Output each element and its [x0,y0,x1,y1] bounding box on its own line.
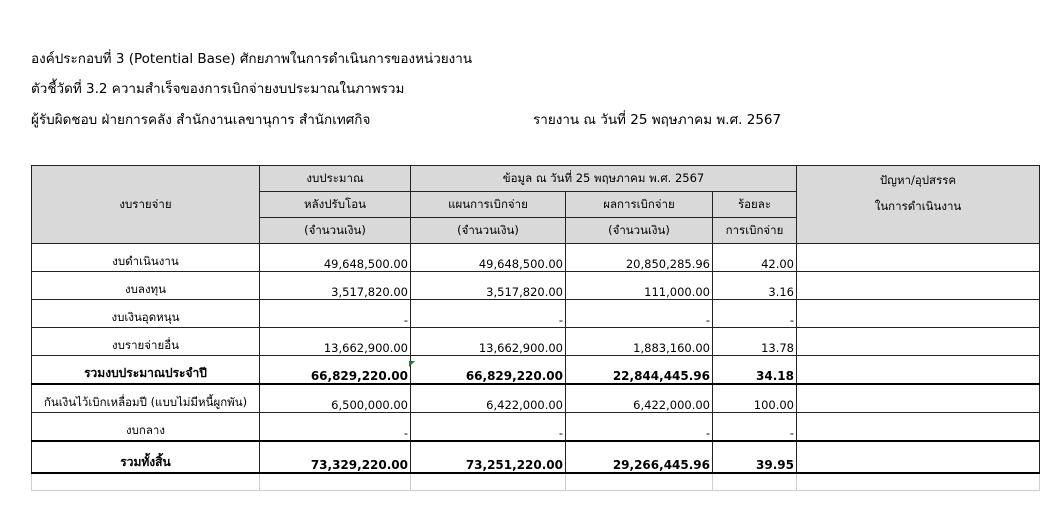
row-budget: 3,517,820.00 [260,272,411,300]
row-problem [797,384,1040,413]
table-row [32,244,1040,272]
row-percent: - [713,413,797,442]
row-plan: 6,422,000.00 [411,384,566,413]
row-item: งบรายจ่ายอื่น [32,328,260,356]
row-actual: 22,844,445.96 [566,356,713,385]
header-percent-line2: การเบิกจ่าย [713,218,797,244]
row-percent: 13.78 [713,328,797,356]
row-actual: - [566,413,713,442]
row-percent: 42.00 [713,244,797,272]
header-plan-line2: (จำนวนเงิน) [411,218,566,244]
table-row [32,272,1040,300]
report-date: รายงาน ณ วันที่ 25 พฤษภาคม พ.ศ. 2567 [533,112,782,128]
row-plan: 13,662,900.00 [411,328,566,356]
table-row [32,384,1040,413]
header-item: งบรายจ่าย [32,166,260,244]
row-budget: 49,648,500.00 [260,244,411,272]
row-problem [797,328,1040,356]
table-row [32,413,1040,442]
row-actual: 20,850,285.96 [566,244,713,272]
header-budget-line1: งบประมาณ [260,166,411,192]
row-problem [797,441,1040,473]
row-actual: 1,883,160.00 [566,328,713,356]
table-row [32,300,1040,328]
header-actual-line2: (จำนวนเงิน) [566,218,713,244]
row-budget: 13,662,900.00 [260,328,411,356]
row-percent: 3.16 [713,272,797,300]
row-item: กันเงินไว้เบิกเหลื่อมปี (แบบไม่มีหนี้ผูกพัน) [32,384,260,413]
row-plan: 66,829,220.00 [411,356,566,385]
row-budget: - [260,413,411,442]
empty-grid-row [32,473,1040,491]
header-percent-line1: ร้อยละ [713,192,797,218]
table-row [32,328,1040,356]
row-plan: - [411,300,566,328]
cell-error-indicator-icon [409,361,415,367]
header-problem-line2: ในการดำเนินงาน [874,198,962,213]
row-item: งบกลาง [32,413,260,442]
row-plan: 3,517,820.00 [411,272,566,300]
row-item: งบเงินอุดหนุน [32,300,260,328]
row-plan: - [411,413,566,442]
row-percent: 39.95 [713,441,797,473]
header-plan-line1: แผนการเบิกจ่าย [411,192,566,218]
indicator-component-title: องค์ประกอบที่ 3 (Potential Base) ศักยภาพในการดำเนินการของหน่วยงาน [31,51,473,67]
header-actual-line1: ผลการเบิกจ่าย [566,192,713,218]
header-data-as-of: ข้อมูล ณ วันที่ 25 พฤษภาคม พ.ศ. 2567 [411,166,797,192]
row-problem [797,356,1040,385]
header-problem-line1: ปัญหา/อุปสรรค [879,172,957,187]
table-header-row [32,166,1040,192]
header-problem [797,166,1040,244]
row-actual: 29,266,445.96 [566,441,713,473]
row-actual: - [566,300,713,328]
row-actual: 111,000.00 [566,272,713,300]
row-problem [797,300,1040,328]
budget-disbursement-table [31,165,1040,491]
row-budget: 66,829,220.00 [260,356,411,385]
row-actual: 6,422,000.00 [566,384,713,413]
row-plan: 49,648,500.00 [411,244,566,272]
row-percent: - [713,300,797,328]
row-budget: 73,329,220.00 [260,441,411,473]
row-problem [797,272,1040,300]
row-percent: 34.18 [713,356,797,385]
row-problem [797,413,1040,442]
header-budget-line3: (จำนวนเงิน) [260,218,411,244]
row-problem [797,244,1040,272]
row-item: งบดำเนินงาน [32,244,260,272]
header-budget-line2: หลังปรับโอน [260,192,411,218]
responsible-unit: ผู้รับผิดชอบ ฝ่ายการคลัง สำนักงานเลขานุการ สำนักเทศกิจ [31,112,371,128]
row-plan: 73,251,220.00 [411,441,566,473]
indicator-title: ตัวชี้วัดที่ 3.2 ความสำเร็จของการเบิกจ่ายงบประมาณในภาพรวม [31,81,405,97]
row-item: รวมงบประมาณประจำปี [32,356,260,385]
row-item: งบลงทุน [32,272,260,300]
row-budget: - [260,300,411,328]
row-percent: 100.00 [713,384,797,413]
row-budget: 6,500,000.00 [260,384,411,413]
table-row-grand-total [32,441,1040,473]
row-item: รวมทั้งสิ้น [32,441,260,473]
table-row-subtotal [32,356,1040,385]
